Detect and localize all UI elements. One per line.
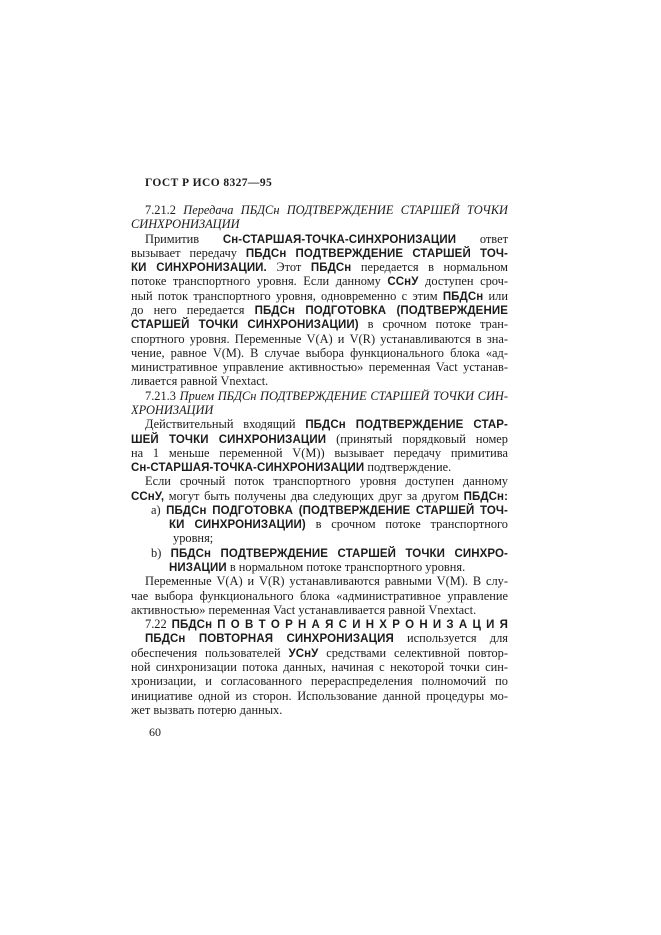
text-line: 7.21.3 Прием ПБДСн ПОДТВЕРЖДЕНИЕ СТАРШЕЙ ТОЧКИ СИН-: [145, 388, 508, 403]
text-line: КИ СИНХРОНИЗАЦИИ) в срочном потоке транспортного: [169, 517, 508, 532]
clause-number: 7.21.3: [145, 388, 176, 403]
heading-run-in: [131, 617, 508, 631]
protocol-name: Сн-СТАРШАЯ-ТОЧКА-СИНХРОНИЗАЦИИ: [131, 462, 365, 475]
list-item: [131, 546, 508, 575]
clause-number: 7.21.2: [145, 203, 176, 217]
text-line: СТАРШЕЙ ТОЧКИ СИНХРОНИЗАЦИИ) в срочном потоке тран-: [131, 317, 508, 332]
text-line: инициативе одной из сторон. Использование данной процедуры мо-: [131, 688, 508, 703]
text-line: ХРОНИЗАЦИИ: [131, 402, 214, 417]
text-line: 7.21.2 Передача ПБДСн ПОДТВЕРЖДЕНИЕ СТАРШЕЙ ТОЧКИ: [145, 203, 508, 217]
protocol-name: НИЗАЦИИ: [169, 562, 227, 575]
text-line: Примитив Сн-СТАРШАЯ-ТОЧКА-СИНХРОНИЗАЦИИ ответ: [145, 231, 508, 246]
paragraph: [131, 474, 508, 503]
heading: [131, 389, 508, 418]
protocol-name: ССнУ,: [131, 490, 165, 503]
text-line: на 1 меньше переменной V(M)) вызывает передачу примитива: [131, 445, 508, 460]
text-line: Переменные V(A) и V(R) устанавливаются равными V(M). В слу-: [145, 574, 508, 589]
running-header: ГОСТ Р ИСО 8327—95: [145, 177, 273, 189]
document-body: [131, 203, 508, 717]
text-line: ССнУ, могут быть получены два следующих друг за другом ПБДСн:: [131, 488, 508, 503]
protocol-name: ССнУ: [387, 276, 419, 289]
protocol-name: ШЕЙ ТОЧКИ СИНХРОНИЗАЦИИ: [131, 433, 327, 446]
text-line: хронизации, и согласованного перераспределения полномочий по: [131, 674, 508, 689]
protocol-name: КИ СИНХРОНИЗАЦИИ.: [131, 262, 267, 275]
text-line: уровня;: [173, 531, 214, 546]
protocol-name: КИ СИНХРОНИЗАЦИИ): [169, 519, 306, 532]
protocol-name: УСнУ: [288, 647, 319, 660]
text-line: 7.22 ПБДСн П О В Т О Р Н А Я С И Н Х Р О Н И З А Ц И Я: [145, 617, 508, 632]
text-line: ный поток транспортного уровня, одновременно с этим ПБДСн или: [131, 288, 508, 303]
protocol-name: СТАРШЕЙ ТОЧКИ СИНХРОНИЗАЦИИ): [131, 319, 359, 332]
paragraph: [131, 417, 508, 474]
protocol-name: ПБДСн ПОДГОТОВКА (ПОДТВЕРЖДЕНИЕ: [254, 304, 508, 317]
text-line: ливается равной Vnextact.: [131, 374, 269, 389]
text-line: Сн-СТАРШАЯ-ТОЧКА-СИНХРОНИЗАЦИИ подтверждение.: [131, 460, 452, 475]
protocol-name: ПБДСн П О В Т О Р Н А Я С И Н Х Р О Н И З А Ц И Я: [171, 619, 508, 632]
text-line: министративное управление активностью» переменная Vact устанав-: [131, 360, 508, 375]
text-line: КИ СИНХРОНИЗАЦИИ. Этот ПБДСн передается в нормальном: [131, 260, 508, 275]
text-line: НИЗАЦИИ в нормальном потоке транспортного уровня.: [169, 560, 466, 575]
paragraph: [131, 574, 508, 617]
protocol-name: ПБДСн: [442, 290, 484, 303]
text-line: потоке транспортного уровня. Если данному ССнУ доступен сроч-: [131, 274, 508, 289]
page-number: 60: [149, 725, 161, 739]
protocol-name: ПБДСн ПОВТОРНАЯ СИНХРОНИЗАЦИЯ: [145, 633, 394, 646]
text-line: до него передается ПБДСн ПОДГОТОВКА (ПОДТВЕРЖДЕНИЕ: [131, 302, 508, 317]
protocol-name: ПБДСн ПОДГОТОВКА (ПОДТВЕРЖДЕНИЕ СТАРШЕЙ ТОЧ-: [166, 504, 508, 517]
list-item: [131, 503, 508, 546]
protocol-name: ПБДСн ПОДТВЕРЖДЕНИЕ СТАРШЕЙ ТОЧКИ СИНХРО-: [170, 547, 508, 560]
heading: [131, 203, 508, 232]
text-line: Действительный входящий ПБДСн ПОДТВЕРЖДЕНИЕ СТАР-: [145, 417, 508, 432]
text-line: СИНХРОНИЗАЦИИ: [131, 217, 240, 232]
text-line: ПБДСн ПОВТОРНАЯ СИНХРОНИЗАЦИЯ используется для: [145, 631, 508, 646]
text-line: вызывает передачу ПБДСн ПОДТВЕРЖДЕНИЕ СТАРШЕЙ ТОЧ-: [131, 245, 508, 260]
text-line: a) ПБДСн ПОДГОТОВКА (ПОДТВЕРЖДЕНИЕ СТАРШЕЙ ТОЧ-: [151, 502, 508, 517]
protocol-name: Сн-СТАРШАЯ-ТОЧКА-СИНХРОНИЗАЦИИ: [222, 233, 457, 246]
text-line: ШЕЙ ТОЧКИ СИНХРОНИЗАЦИИ (принятый порядковый номер: [131, 431, 508, 446]
text-line: чае выбора функционального блока «административное управление: [131, 588, 508, 603]
protocol-name: ПБДСн ПОДТВЕРЖДЕНИЕ СТАР-: [305, 419, 508, 432]
text-line: Если срочный поток транспортного уровня доступен данному: [145, 474, 508, 489]
protocol-name: ПБДСн ПОДТВЕРЖДЕНИЕ СТАРШЕЙ ТОЧ-: [245, 247, 508, 260]
paragraph: [131, 631, 508, 717]
text-line: жет вызвать потерю данных.: [131, 702, 283, 717]
text-line: обеспечения пользователей УСнУ средствами селективной повтор-: [131, 645, 508, 660]
protocol-name: ПБДСн: [310, 262, 352, 275]
text-line: активностью» переменная Vact устанавливается равной Vnextact.: [131, 602, 477, 617]
text-line: чение, равное V(M). В случае выбора функционального блока «ад-: [131, 345, 508, 360]
text-line: спортного уровня. Переменные V(A) и V(R) устанавливаются в зна-: [131, 331, 508, 346]
protocol-name: ПБДСн:: [463, 490, 508, 503]
text-line: b) ПБДСн ПОДТВЕРЖДЕНИЕ СТАРШЕЙ ТОЧКИ СИНХРО-: [151, 545, 508, 560]
text-line: ной синхронизации потока данных, начиная с некоторой точки син-: [131, 660, 508, 674]
paragraph: [131, 232, 508, 389]
